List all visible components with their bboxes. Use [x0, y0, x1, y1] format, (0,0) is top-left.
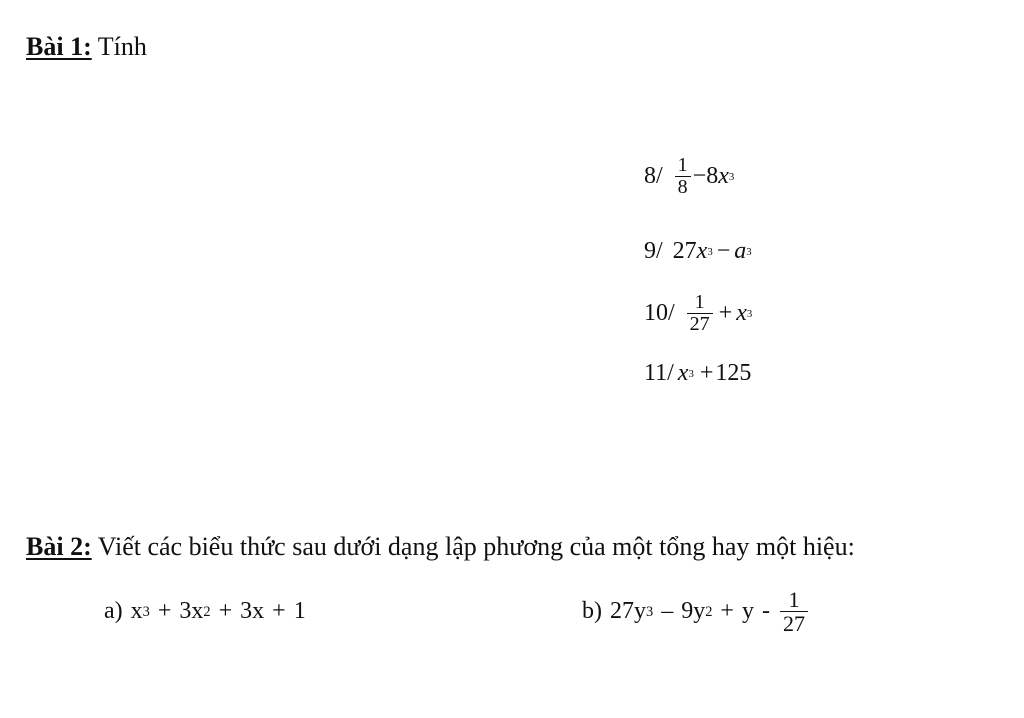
exercise-2-heading [26, 532, 855, 562]
coefficient: 8 [706, 163, 719, 189]
expression-9: 9/ 27 x 3 − a 3 [644, 238, 752, 264]
expression-b-fraction [780, 588, 808, 635]
minus-sign: - [761, 598, 770, 625]
fraction-numerator: 1 [677, 154, 688, 176]
variable: a [734, 238, 747, 264]
plus-sign: + [720, 598, 734, 625]
expression-b: b) 27y 3 – 9y 2 + y - $\frac{1}{27}$ [582, 588, 810, 635]
minus-sign: – [661, 598, 674, 625]
exercise-1-title: Tính [97, 32, 147, 61]
expression-a: a) x 3 + 3x 2 + 3x + 1 [104, 598, 306, 624]
expression-a-prefix: a) [104, 598, 123, 624]
term: x [130, 598, 143, 624]
term: 9y [681, 598, 706, 625]
plus-sign: + [699, 360, 714, 386]
exercise-1-heading [26, 32, 147, 62]
exercise-2-title: Viết các biểu thức sau dưới dạng lập phương của một tổng hay một hiệu: [97, 532, 855, 561]
term: y [741, 598, 754, 625]
term: 1 [293, 598, 306, 624]
expression-10-number: 10/ [644, 300, 675, 326]
term: 3x [179, 598, 204, 624]
variable: x [718, 163, 729, 189]
expression-10: 10/ $\frac{1}{27}$ + x 3 [644, 291, 753, 335]
expression-11: 11/ x 3 + 125 [644, 360, 752, 386]
exercise-1-label: Bài 1: [26, 32, 92, 61]
constant: 125 [715, 360, 752, 386]
fraction-numerator: 1 [788, 587, 800, 612]
expression-8-fraction [675, 155, 691, 198]
expression-8: 8/ $\frac{1}{8}$ − 8 x 3 [644, 154, 735, 198]
variable: x [736, 300, 747, 326]
fraction-denominator: 8 [675, 176, 691, 198]
plus-sign: + [718, 300, 733, 326]
expression-9-number: 9/ [644, 238, 663, 264]
variable: x [696, 238, 708, 264]
minus-sign: − [716, 238, 731, 264]
minus-sign: − [692, 163, 707, 189]
plus-sign: + [157, 598, 172, 624]
expression-8-number: 8/ [644, 163, 663, 189]
fraction-denominator: 27 [780, 611, 808, 635]
fraction-denominator: 27 [687, 313, 713, 335]
expression-11-number: 11/ [644, 360, 674, 386]
expression-b-prefix: b) [582, 598, 602, 625]
term: 3x [240, 598, 265, 624]
term: 27y [610, 598, 646, 625]
plus-sign: + [272, 598, 286, 624]
variable: x [677, 360, 689, 386]
plus-sign: + [218, 598, 233, 624]
expression-10-fraction [687, 292, 713, 335]
coefficient: 27 [672, 238, 697, 264]
exercise-2-label: Bài 2: [26, 532, 92, 561]
fraction-numerator: 1 [694, 291, 705, 313]
